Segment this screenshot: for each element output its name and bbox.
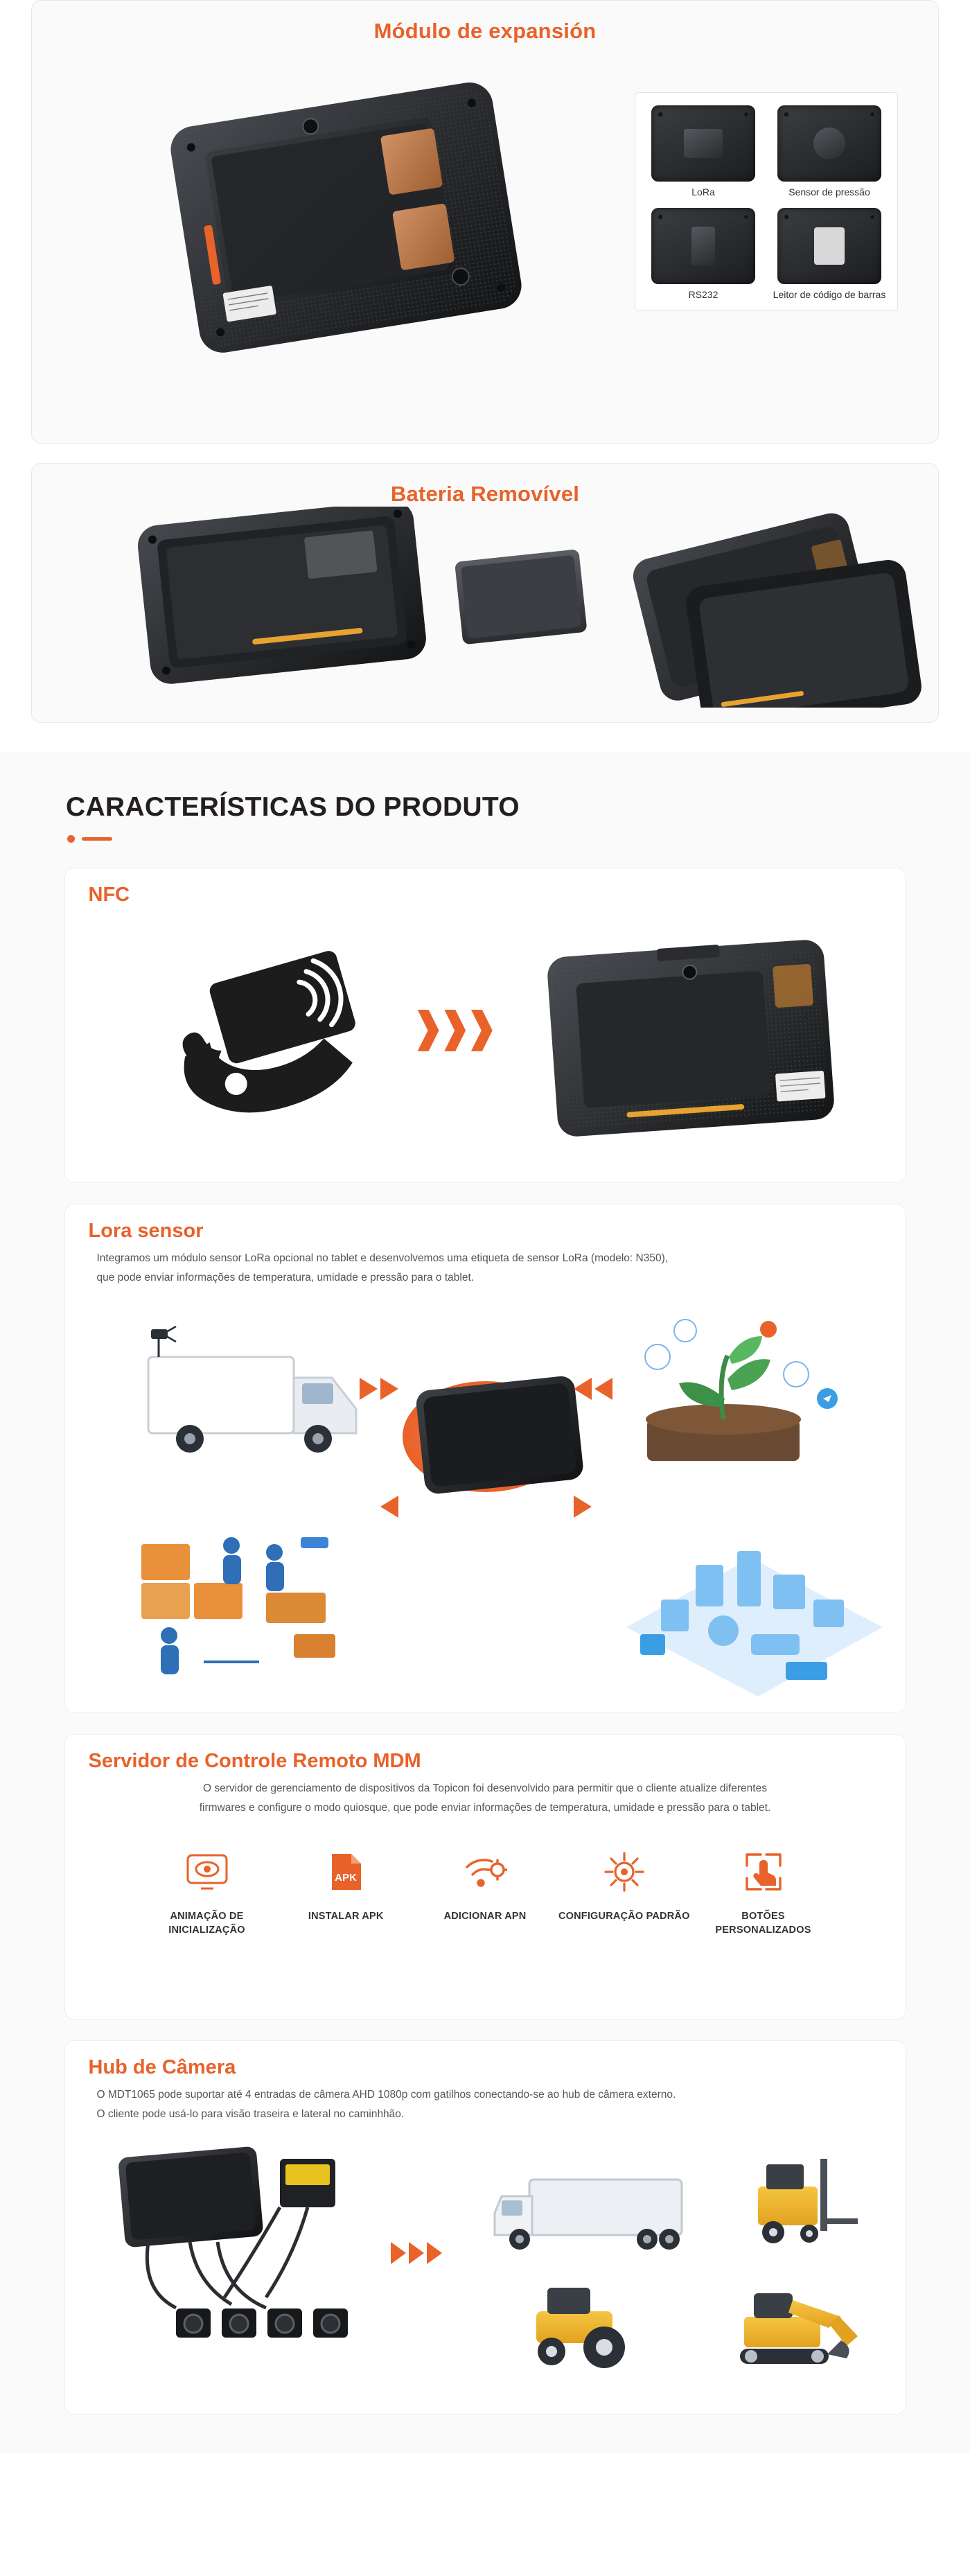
lora-description-line2: que pode enviar informações de temperatura, umidade e pressão para o tablet. <box>96 1272 475 1284</box>
module-item-rs232 <box>646 208 760 301</box>
module-item-barcode-scanner <box>773 208 886 301</box>
mdm-feature-label: ANIMAÇÃO DE INICIALIZAÇÃO <box>168 1910 245 1936</box>
mdm-feature-label: INSTALAR APK <box>308 1910 384 1922</box>
camera-hub-illustration <box>65 2124 906 2401</box>
underline-dot <box>67 835 75 843</box>
removable-battery-card <box>31 463 939 723</box>
forklift-illustration <box>758 2159 858 2243</box>
agriculture-illustration <box>645 1320 838 1461</box>
title-underline <box>0 835 970 843</box>
hand-nfc-icon <box>141 945 432 1125</box>
module-label: Sensor de pressão <box>788 186 870 198</box>
default-config-icon <box>558 1844 690 1900</box>
mdm-description-line2: firmwares e configure o modo quiosque, que pode enviar informações de temperatura, umidade e pressão para o tablet. <box>199 1802 771 1814</box>
page-title: CARACTERÍSTICAS DO PRODUTO <box>66 792 520 822</box>
product-features-section <box>0 752 970 2453</box>
boot-animation-icon <box>141 1844 273 1900</box>
mdm-feature-label: CONFIGURAÇÃO PADRÃO <box>558 1910 690 1922</box>
lora-sensor-card <box>64 1204 906 1713</box>
lora-module-thumb <box>651 105 755 182</box>
camera-title: Hub de Câmera <box>88 2056 236 2078</box>
module-label: RS232 <box>688 289 718 301</box>
mdm-feature-add-apn <box>419 1844 551 1938</box>
warehouse-illustration <box>141 1537 335 1674</box>
module-label: LoRa <box>691 186 715 198</box>
mdm-feature-custom-buttons <box>698 1844 829 1938</box>
camera-description-line2: O cliente pode usá-lo para visão traseira e lateral no caminhhão. <box>96 2108 405 2121</box>
mdm-feature-install-apk <box>280 1844 412 1938</box>
underline-bar <box>82 837 112 841</box>
mdm-feature-list <box>65 1818 906 1938</box>
expansion-title: Módulo de expansión <box>373 19 597 43</box>
rs232-module-thumb <box>651 208 755 284</box>
expansion-module-grid <box>635 92 898 311</box>
battery-illustration-svg <box>32 507 940 708</box>
truck-illustration <box>148 1326 356 1453</box>
battery-illustration <box>32 507 938 708</box>
mdm-feature-boot-animation <box>141 1844 273 1938</box>
tablet-rear-nfc-illustration <box>538 934 843 1142</box>
module-label: Leitor de código de barras <box>773 289 886 301</box>
camera-hub-illustration-svg <box>65 2124 907 2401</box>
nfc-illustration <box>65 906 906 1170</box>
lora-description-line1: Integramos um módulo sensor LoRa opcional no tablet e desenvolvemos uma etiqueta de sensor LoRa (modelo: N350), <box>96 1252 669 1264</box>
nfc-card <box>64 868 906 1183</box>
module-item-pressure-sensor <box>773 105 886 198</box>
expansion-illustration <box>32 44 938 404</box>
camera-description-line1: O MDT1065 pode suportar até 4 entradas de câmera AHD 1080p com gatilhos conectando-se ao hub de câmera externo. <box>96 2089 676 2101</box>
apk-install-icon <box>280 1844 412 1900</box>
expansion-module-card <box>31 0 939 444</box>
nfc-title: NFC <box>88 884 130 906</box>
custom-buttons-icon <box>698 1844 829 1900</box>
mdm-feature-label: BOTÕES PERSONALIZADOS <box>715 1910 811 1936</box>
truck-vehicle-illustration <box>495 2180 682 2250</box>
barcode-module-thumb <box>777 208 881 284</box>
mdm-server-card <box>64 1734 906 2019</box>
pressure-sensor-module-thumb <box>777 105 881 182</box>
tablet-rear-illustration <box>136 64 565 411</box>
lora-illustration-svg <box>65 1288 907 1703</box>
mdm-feature-label: ADICIONAR APN <box>443 1910 527 1922</box>
camera-hub-card <box>64 2040 906 2415</box>
lora-illustration <box>65 1288 906 1703</box>
chevron-right-icon: ❱❱❱ <box>411 1005 492 1050</box>
mdm-description-line1: O servidor de gerenciamento de dispositivos da Topicon foi desenvolvido para permitir que o cliente atualize diferentes <box>203 1782 767 1794</box>
apn-add-icon <box>419 1844 551 1900</box>
mdm-title: Servidor de Controle Remoto MDM <box>88 1750 421 1772</box>
camera-kit-illustration <box>118 2146 348 2338</box>
svg-text:APK: APK <box>335 1871 358 1884</box>
excavator-illustration <box>740 2293 858 2364</box>
mdm-feature-default-config <box>558 1844 690 1938</box>
module-item-lora <box>646 105 760 198</box>
smart-city-illustration <box>626 1551 883 1697</box>
tractor-illustration <box>536 2288 625 2368</box>
lora-title: Lora sensor <box>88 1220 204 1242</box>
battery-title: Bateria Removível <box>390 482 580 506</box>
